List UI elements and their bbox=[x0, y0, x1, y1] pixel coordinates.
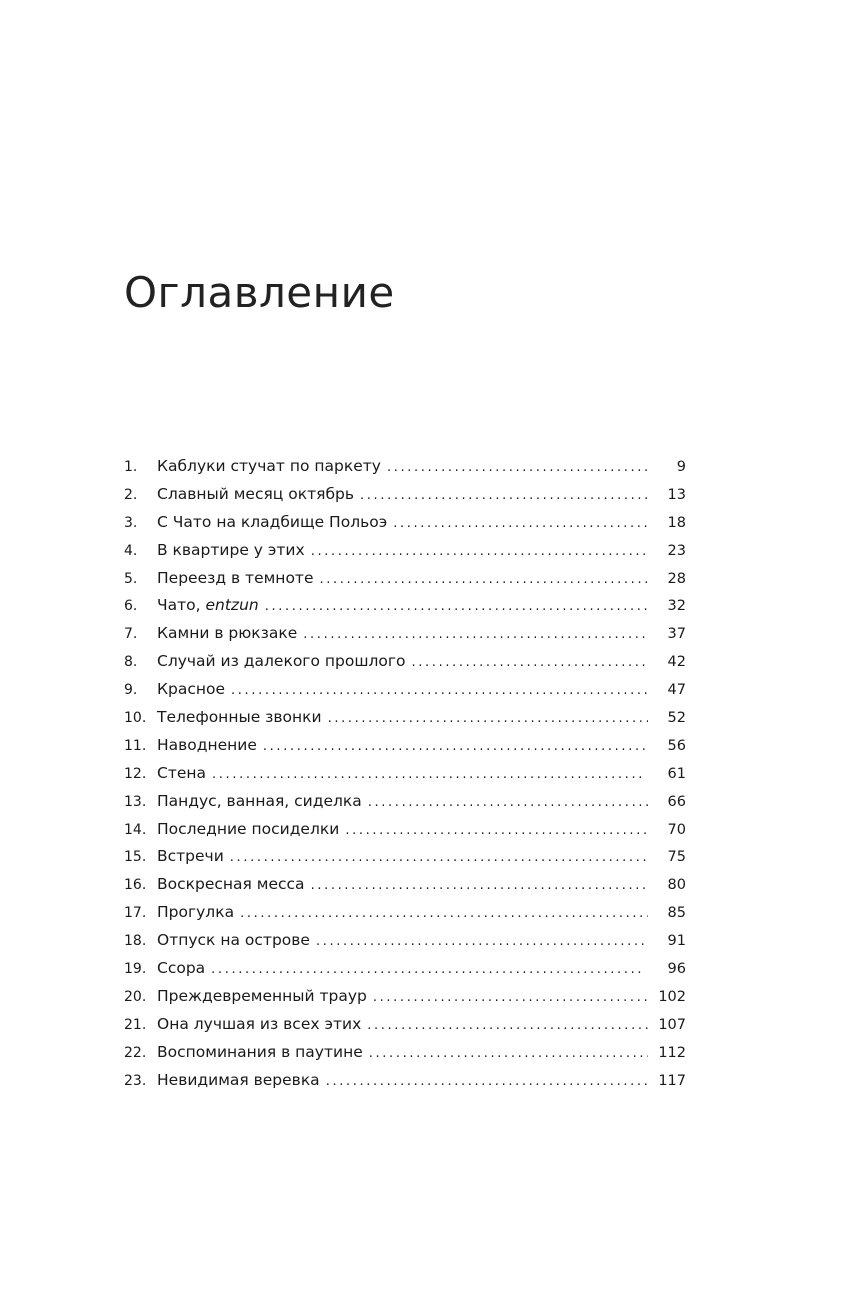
chapter-title: Каблуки стучат по паркету bbox=[157, 457, 381, 475]
chapter-title: Славный месяц октябрь bbox=[157, 484, 355, 503]
chapter-title: Переезд в темноте bbox=[157, 568, 314, 587]
chapter-number: 13. bbox=[124, 793, 147, 810]
chapter-title: Камни в рюкзаке bbox=[157, 624, 298, 643]
dot-leader bbox=[412, 649, 648, 677]
chapter-number: 21. bbox=[124, 1016, 147, 1033]
chapter-title: С Чато на кладбище Польоэ bbox=[157, 512, 388, 531]
toc-entry[interactable] bbox=[124, 565, 686, 593]
page-number: 91 bbox=[667, 933, 686, 950]
page-number: 85 bbox=[667, 905, 686, 922]
toc-entry[interactable] bbox=[124, 453, 686, 481]
chapter-number: 6. bbox=[124, 598, 138, 615]
chapter-title: Ссора bbox=[157, 959, 206, 978]
toc-entry[interactable] bbox=[124, 620, 686, 648]
page-number: 117 bbox=[658, 1072, 686, 1089]
dot-leader bbox=[316, 928, 648, 956]
toc-entry[interactable] bbox=[124, 1011, 686, 1039]
chapter-title: Отпуск на острове bbox=[157, 931, 310, 950]
page-number: 42 bbox=[667, 654, 686, 671]
toc-entry[interactable] bbox=[124, 983, 686, 1011]
page-number: 23 bbox=[667, 542, 686, 559]
dot-leader bbox=[373, 984, 648, 1012]
toc-entry[interactable] bbox=[124, 760, 686, 788]
chapter-title: Прогулка bbox=[157, 903, 235, 922]
chapter-title bbox=[157, 592, 265, 620]
dot-leader bbox=[211, 956, 648, 984]
dot-leader bbox=[387, 454, 648, 482]
page-number: 112 bbox=[658, 1044, 686, 1061]
dot-leader bbox=[303, 621, 648, 649]
chapter-title: Она лучшая из всех этих bbox=[157, 1014, 362, 1033]
dot-leader bbox=[311, 538, 648, 566]
page-number: 75 bbox=[667, 849, 686, 866]
toc-entry[interactable] bbox=[124, 648, 686, 676]
toc-entry[interactable] bbox=[124, 816, 686, 844]
chapter-title: Воскресная месса bbox=[157, 875, 305, 894]
dot-leader bbox=[320, 566, 649, 594]
chapter-title: Красное bbox=[157, 680, 226, 699]
toc-entry[interactable] bbox=[124, 537, 686, 565]
page-number: 107 bbox=[658, 1016, 686, 1033]
page-number: 13 bbox=[667, 486, 686, 503]
dot-leader bbox=[328, 705, 648, 733]
toc-entry[interactable] bbox=[124, 899, 686, 927]
dot-leader bbox=[231, 677, 648, 705]
dot-leader bbox=[240, 900, 648, 928]
page-number: 66 bbox=[667, 793, 686, 810]
page-number: 9 bbox=[676, 459, 686, 475]
chapter-title: Телефонные звонки bbox=[157, 708, 322, 727]
chapter-title: Пандус, ванная, сиделка bbox=[157, 791, 362, 810]
toc-entry[interactable] bbox=[124, 788, 686, 816]
dot-leader bbox=[311, 872, 648, 900]
chapter-title: В квартире у этих bbox=[157, 540, 305, 559]
chapter-title: Встречи bbox=[157, 847, 224, 866]
chapter-title-plain: Чато, bbox=[157, 596, 206, 615]
dot-leader bbox=[345, 817, 648, 845]
toc-entry[interactable] bbox=[124, 871, 686, 899]
dot-leader bbox=[360, 482, 648, 510]
dot-leader bbox=[367, 1012, 648, 1040]
toc-entry[interactable] bbox=[124, 1067, 686, 1095]
chapter-number: 2. bbox=[124, 486, 138, 503]
chapter-number: 4. bbox=[124, 542, 138, 559]
chapter-number: 7. bbox=[124, 626, 138, 643]
page-number: 32 bbox=[667, 598, 686, 615]
dot-leader bbox=[369, 1040, 648, 1068]
chapter-number: 22. bbox=[124, 1044, 147, 1061]
chapter-title: Наводнение bbox=[157, 735, 257, 754]
page-number: 61 bbox=[667, 765, 686, 782]
page-number: 18 bbox=[667, 514, 686, 531]
dot-leader bbox=[230, 844, 648, 872]
page-number: 47 bbox=[667, 682, 686, 699]
chapter-title-italic: entzun bbox=[205, 596, 259, 615]
chapter-number: 17. bbox=[124, 905, 147, 922]
dot-leader bbox=[212, 761, 648, 789]
page-number: 37 bbox=[667, 626, 686, 643]
dot-leader bbox=[326, 1068, 648, 1096]
toc-entry[interactable] bbox=[124, 732, 686, 760]
chapter-number: 14. bbox=[124, 821, 147, 838]
chapter-number: 9. bbox=[124, 682, 138, 699]
chapter-title: Преждевременный траур bbox=[157, 986, 367, 1005]
chapter-title: Случай из далекого прошлого bbox=[157, 652, 406, 671]
toc-entry[interactable] bbox=[124, 592, 686, 620]
toc-entry[interactable] bbox=[124, 676, 686, 704]
page-title: Оглавление bbox=[124, 268, 395, 317]
chapter-title: Невидимая веревка bbox=[157, 1070, 320, 1089]
dot-leader bbox=[263, 733, 648, 761]
chapter-number: 23. bbox=[124, 1072, 147, 1089]
page-number: 80 bbox=[667, 877, 686, 894]
toc-entry[interactable] bbox=[124, 704, 686, 732]
chapter-title: Стена bbox=[157, 763, 207, 782]
page-number: 102 bbox=[658, 988, 686, 1005]
page-number: 52 bbox=[667, 710, 686, 727]
toc-entry[interactable] bbox=[124, 927, 686, 955]
toc-entry[interactable] bbox=[124, 481, 686, 509]
toc-entry[interactable] bbox=[124, 955, 686, 983]
chapter-title: Воспоминания в паутине bbox=[157, 1042, 363, 1061]
table-of-contents bbox=[124, 453, 686, 1094]
chapter-title: Последние посиделки bbox=[157, 819, 340, 838]
chapter-number: 18. bbox=[124, 933, 147, 950]
chapter-number: 16. bbox=[124, 877, 147, 894]
toc-entry[interactable] bbox=[124, 509, 686, 537]
page-number: 56 bbox=[667, 737, 686, 754]
dot-leader bbox=[265, 593, 648, 621]
chapter-number: 5. bbox=[124, 570, 138, 587]
chapter-number: 11. bbox=[124, 737, 147, 754]
chapter-number: 10. bbox=[124, 710, 147, 727]
page-number: 70 bbox=[667, 821, 686, 838]
chapter-number: 19. bbox=[124, 961, 147, 978]
toc-entry[interactable] bbox=[124, 843, 686, 871]
chapter-number: 1. bbox=[124, 459, 138, 475]
chapter-number: 8. bbox=[124, 654, 138, 671]
dot-leader bbox=[393, 510, 648, 538]
chapter-number: 20. bbox=[124, 988, 147, 1005]
chapter-number: 15. bbox=[124, 849, 147, 866]
page-number: 28 bbox=[667, 570, 686, 587]
chapter-number: 3. bbox=[124, 514, 138, 531]
dot-leader bbox=[368, 789, 648, 817]
chapter-number: 12. bbox=[124, 765, 147, 782]
toc-entry[interactable] bbox=[124, 1039, 686, 1067]
page-number: 96 bbox=[667, 961, 686, 978]
